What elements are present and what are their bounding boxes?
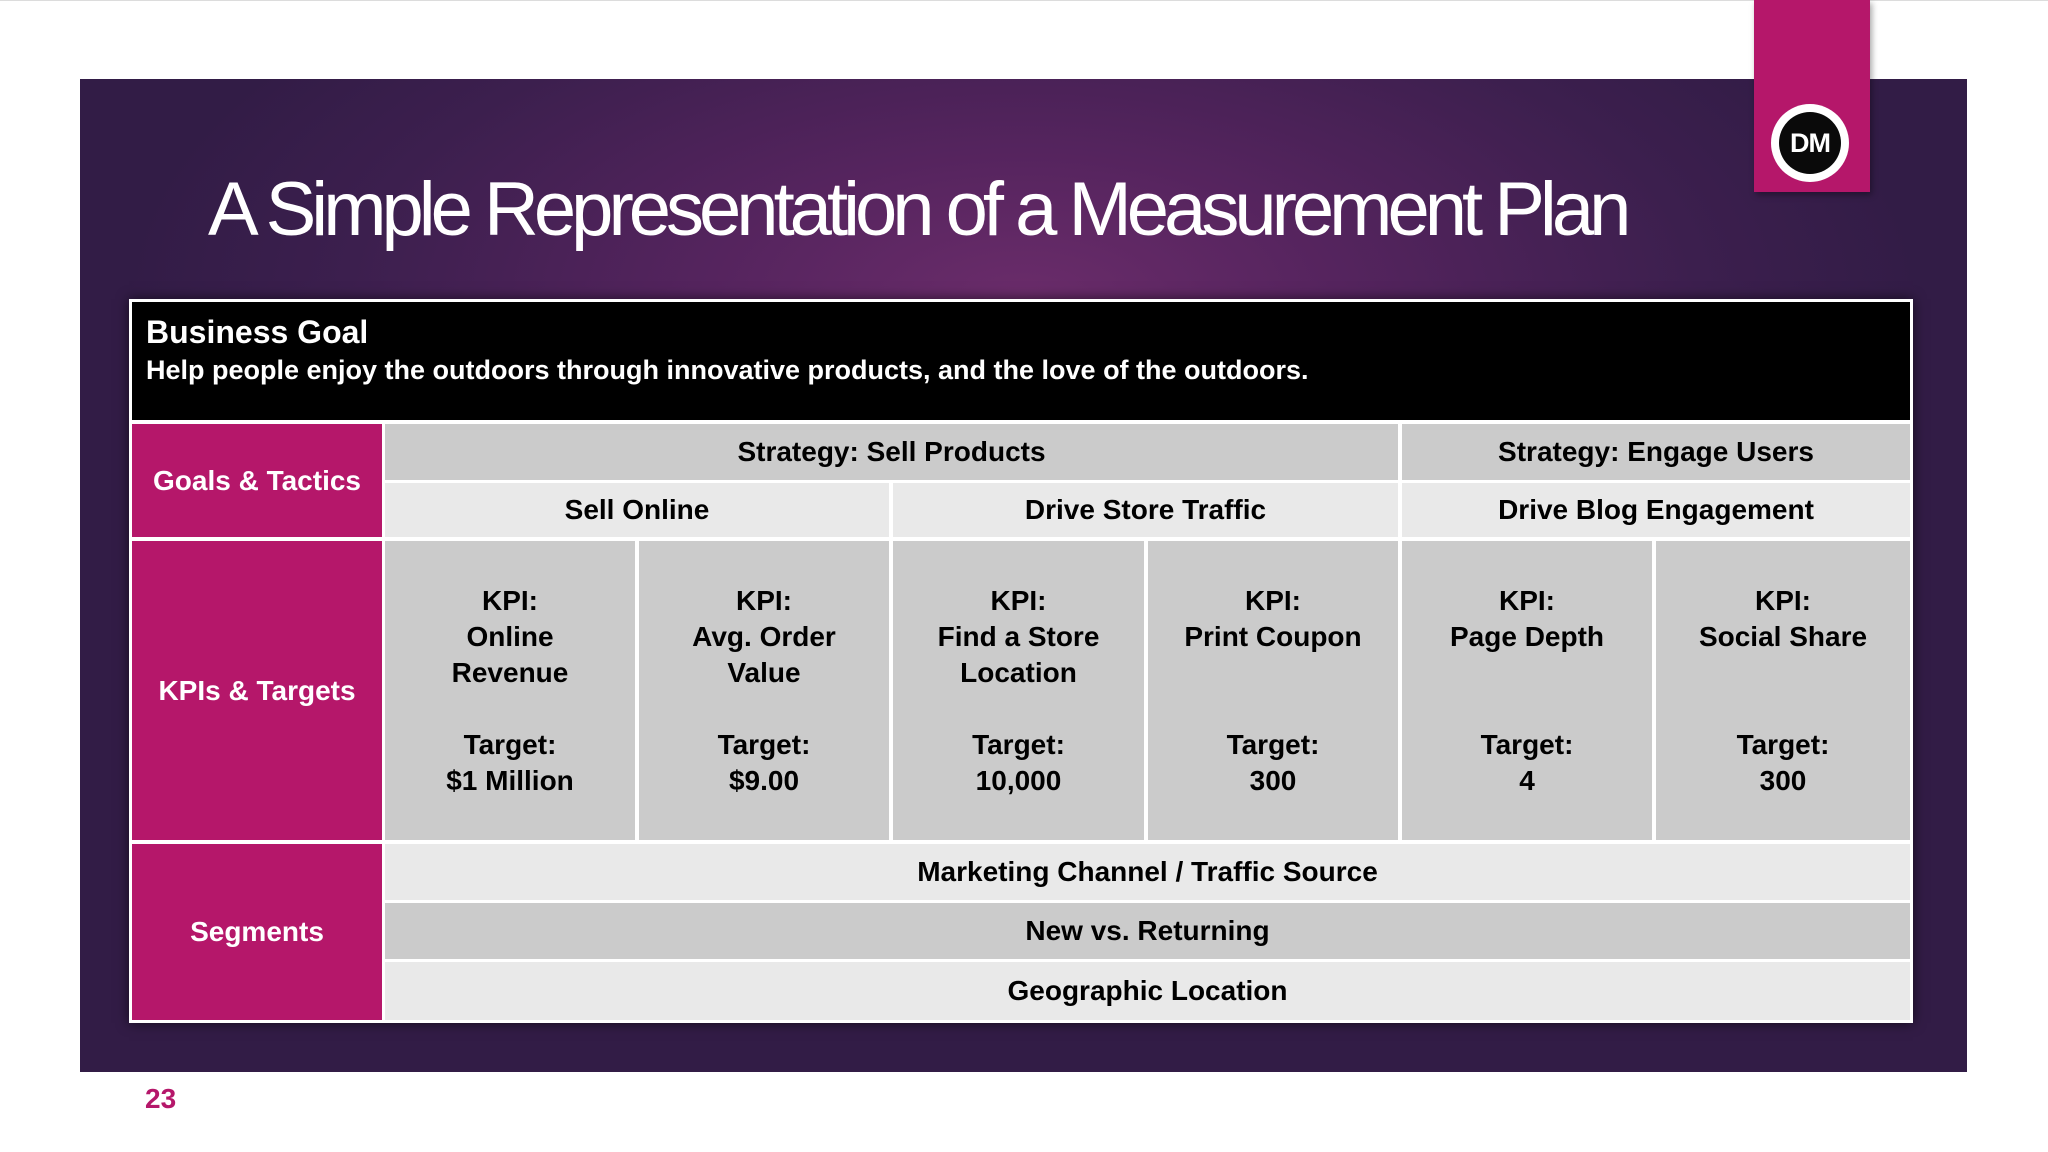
kpi-name-line: Page Depth — [1449, 620, 1605, 652]
business-goal-text: Help people enjoy the outdoors through innovative products, and the love of the outdoors. — [146, 355, 1309, 385]
page-number: 23 — [145, 1083, 177, 1114]
kpi-social-share — [1656, 541, 1910, 840]
kpi-name-line: Online — [466, 620, 554, 652]
business-goal-title: Business Goal — [146, 314, 369, 350]
target-value: 10,000 — [975, 764, 1062, 796]
measurement-plan-table — [129, 299, 1913, 1023]
target-label: Target: — [1226, 728, 1320, 760]
kpi-name-line: Revenue — [451, 656, 569, 688]
segment-geographic-location: Geographic Location — [385, 962, 1910, 1020]
target-value: 300 — [1759, 764, 1807, 796]
segment-new-vs-returning: New vs. Returning — [385, 903, 1910, 959]
kpi-label: KPI: — [1499, 584, 1555, 616]
kpi-name-line: Value — [727, 656, 801, 688]
strategy-sell-products: Strategy: Sell Products — [385, 424, 1398, 480]
kpi-online-revenue — [385, 541, 635, 840]
kpi-name-line: Print Coupon — [1184, 620, 1362, 652]
slide-title: A Simple Representation of a Measurement Plan — [208, 167, 1627, 252]
target-label: Target: — [972, 728, 1065, 760]
target-label: Target: — [463, 728, 557, 760]
kpi-name-line: Avg. Order — [692, 620, 836, 652]
kpi-label: KPI: — [736, 584, 792, 616]
logo-text: DM — [1779, 112, 1841, 174]
kpi-label: KPI: — [1245, 584, 1301, 616]
top-border-line — [0, 0, 2048, 1]
row-label-goals-tactics: Goals & Tactics — [132, 424, 382, 537]
kpi-find-a-store-location — [893, 541, 1144, 840]
tactic-drive-store-traffic: Drive Store Traffic — [893, 483, 1398, 537]
target-label: Target: — [1480, 728, 1574, 760]
target-value: 4 — [1519, 764, 1535, 796]
segment-marketing-channel: Marketing Channel / Traffic Source — [385, 844, 1910, 900]
row-label-kpis-targets: KPIs & Targets — [132, 541, 382, 840]
target-value: 300 — [1249, 764, 1297, 796]
target-value: $1 Million — [446, 764, 574, 796]
strategy-engage-users: Strategy: Engage Users — [1402, 424, 1910, 480]
kpi-name-line: Find a Store — [937, 620, 1100, 652]
kpi-avg-order-value — [639, 541, 889, 840]
dm-logo — [1771, 104, 1849, 182]
business-goal-header — [132, 302, 1910, 420]
kpi-label: KPI: — [990, 584, 1047, 616]
target-value: $9.00 — [728, 764, 800, 796]
tactic-drive-blog-engagement: Drive Blog Engagement — [1402, 483, 1910, 537]
kpi-label: KPI: — [482, 584, 538, 616]
kpi-name-line: Location — [960, 656, 1077, 688]
kpi-page-depth — [1402, 541, 1652, 840]
row-label-segments: Segments — [132, 844, 382, 1020]
target-label: Target: — [1736, 728, 1830, 760]
kpi-label: KPI: — [1755, 584, 1811, 616]
target-label: Target: — [717, 728, 811, 760]
kpi-print-coupon — [1148, 541, 1398, 840]
tactic-sell-online: Sell Online — [385, 483, 889, 537]
kpi-name-line: Social Share — [1698, 620, 1868, 652]
